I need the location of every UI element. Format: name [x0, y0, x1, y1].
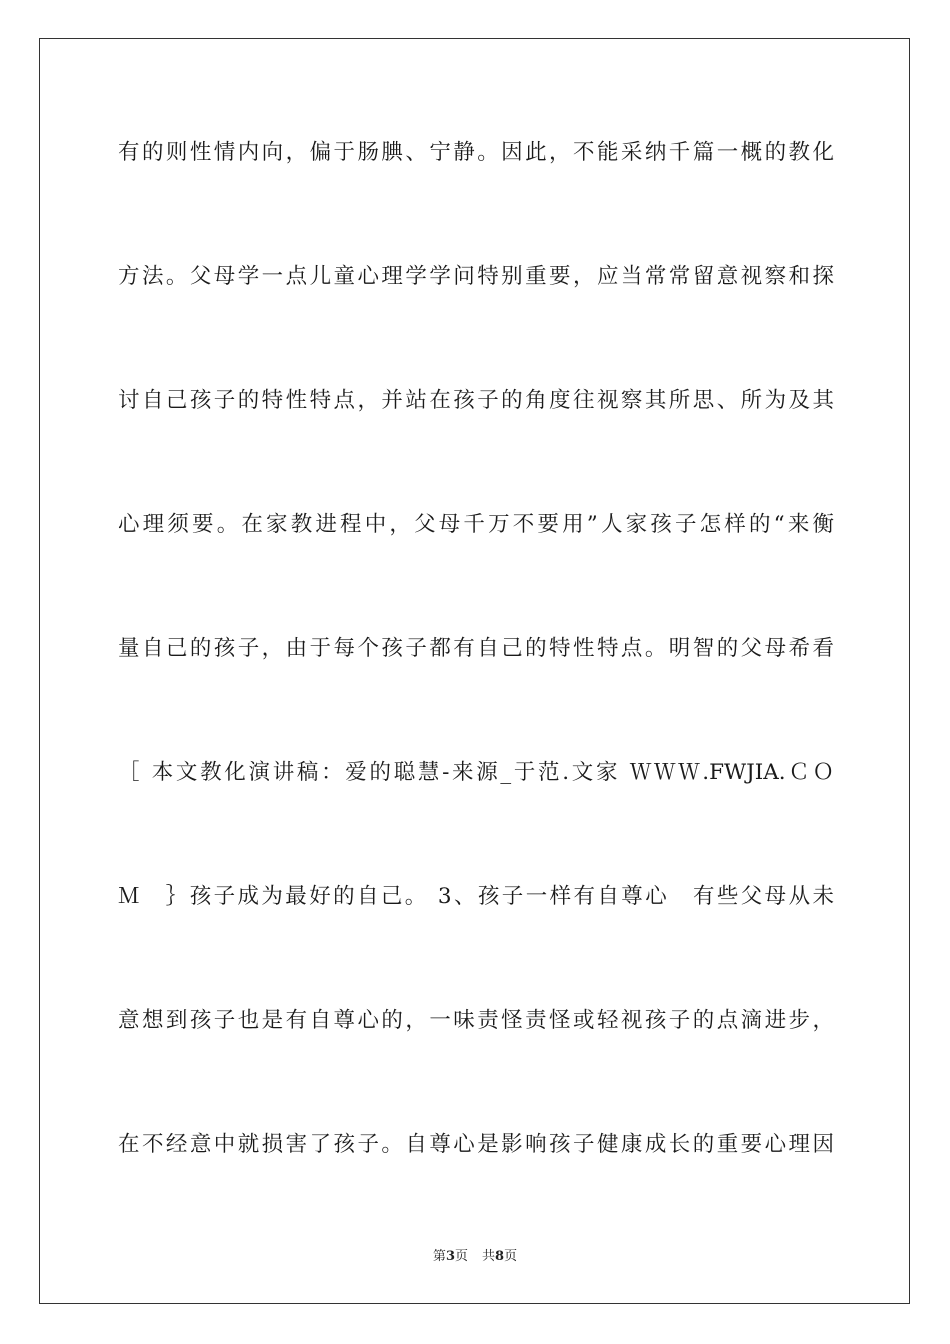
page-footer	[0, 1245, 950, 1264]
text-line-7: Ｍ ｝孩子成为最好的自己。 3、孩子一样有自尊心 有些父母从未	[118, 884, 834, 909]
page-number-label: 第3页	[432, 1249, 468, 1264]
text-line-9: 在不经意中就损害了孩子。自尊心是影响孩子健康成长的重要心理因	[118, 1132, 834, 1157]
text-line-2: 方法。父母学一点儿童心理学学问特别重要，应当常常留意视察和探	[118, 264, 834, 289]
text-line-8: 意想到孩子也是有自尊心的，一味责怪责怪或轻视孩子的点滴进步，	[118, 1008, 834, 1033]
page-total-label: 共8页	[482, 1249, 518, 1264]
text-line-1: 有的则性情内向，偏于肠腆、宁静。因此，不能采纳千篇一概的教化	[118, 140, 834, 165]
text-line-6: ［ 本文教化演讲稿：爱的聪慧-来源_于范.文家 ＷＷＷ.FWJIA.ＣＯ	[118, 760, 834, 785]
text-line-3: 讨自己孩子的特性特点，并站在孩子的角度往视察其所思、所为及其	[118, 388, 834, 413]
document-body	[118, 128, 834, 1244]
text-line-5: 量自己的孩子，由于每个孩子都有自己的特性特点。明智的父母希看	[118, 636, 834, 661]
text-line-4: 心理须要。在家教进程中，父母千万不要用”人家孩子怎样的“来衡	[118, 512, 834, 537]
